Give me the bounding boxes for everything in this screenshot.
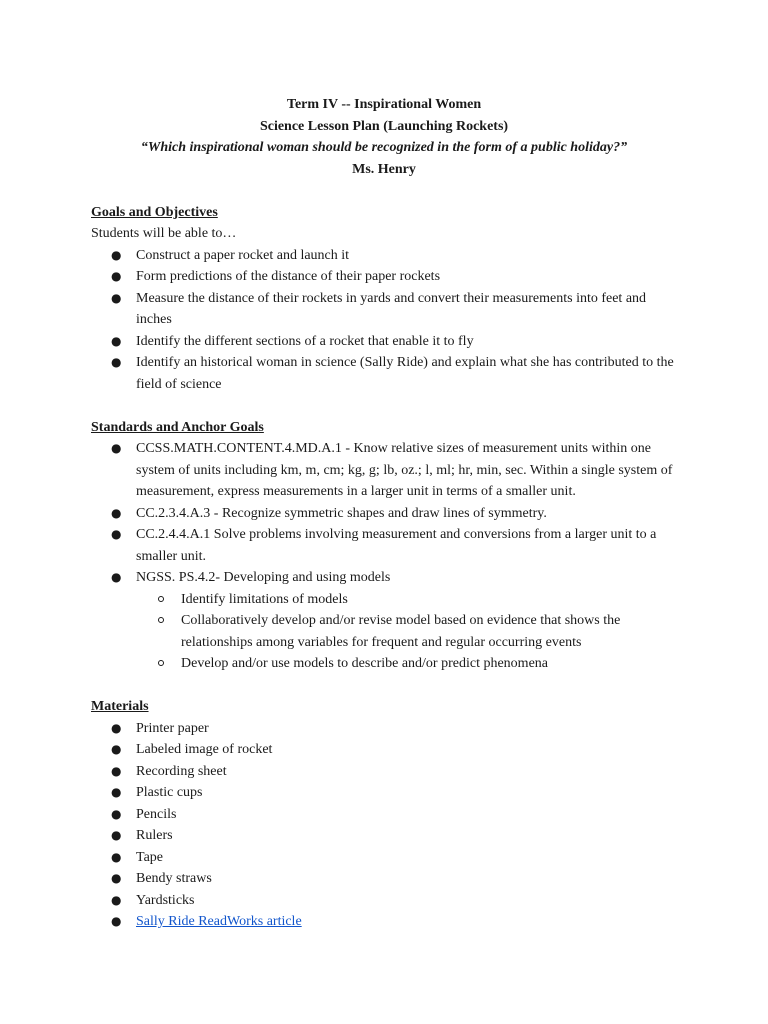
bullet-icon: ● [111, 269, 122, 283]
list-item: ● CC.2.4.4.A.1 Solve problems involving measurement and conversions from a larger unit to a smaller unit. [91, 524, 682, 567]
list-item: ● NGSS. PS.4.2- Developing and using models Identify limitations of models Collaboratively develop and/or revise model based on evidence that shows the relationships among variables for frequent and regular occurring events Develop and/or use models to describe and/or predict phenomena [91, 567, 682, 675]
bullet-icon: ● [111, 247, 122, 262]
ngss-sublist [136, 589, 682, 675]
bullet-icon: ● [111, 763, 122, 778]
list-item: ● CCSS.MATH.CONTENT.4.MD.A.1 - Know relative sizes of measurement units within one system of units including km, m, cm; kg, g; lb, oz.; l, ml; hr, min, sec. Within a single system of measurement, express measurements in a larger unit in terms of a smaller unit. [91, 438, 682, 503]
bullet-icon: ● [111, 785, 122, 799]
standards-list [91, 438, 682, 675]
guiding-question: “Which inspirational woman should be recognized in the form of a public holiday?” [140, 140, 628, 155]
bullet-icon: ● [111, 290, 122, 305]
list-item [91, 911, 682, 933]
list-item: ● Construct a paper rocket and launch it [91, 245, 682, 267]
bullet-icon: ● [111, 892, 122, 907]
hollow-bullet-icon [158, 617, 164, 623]
list-item: Develop and/or use models to describe and/or predict phenomena [136, 653, 682, 675]
list-item: ● Measure the distance of their rockets in yards and convert their measurements into feet and inches [91, 288, 682, 331]
bullet-icon: ● [111, 720, 122, 735]
bullet-icon: ● [111, 355, 122, 369]
bullet-icon: ● [111, 914, 122, 928]
bullet-icon: ● [111, 828, 122, 842]
spacer [91, 395, 682, 417]
bullet-icon: ● [111, 505, 122, 520]
list-item: ● CC.2.3.4.A.3 - Recognize symmetric shapes and draw lines of symmetry. [91, 503, 682, 525]
bullet-icon: ● [111, 441, 122, 455]
materials-list [91, 718, 682, 933]
hollow-bullet-icon [158, 660, 164, 666]
bullet-icon: ● [111, 742, 122, 756]
teacher-name: Ms. Henry [352, 161, 416, 177]
sally-ride-article-link[interactable]: Sally Ride ReadWorks article [136, 914, 302, 929]
list-item: ● Tape [91, 847, 682, 869]
lesson-subtitle: Science Lesson Plan (Launching Rockets) [259, 118, 509, 134]
goals-intro: Students will be able to… [91, 226, 237, 241]
list-item: ● Plastic cups [91, 782, 682, 804]
list-item: ● Pencils [91, 804, 682, 826]
list-item: ● Recording sheet [91, 761, 682, 783]
goals-list [91, 245, 682, 396]
bullet-icon: ● [111, 527, 122, 541]
list-item: ● Yardsticks [91, 890, 682, 912]
list-item: ● Form predictions of the distance of their paper rockets [91, 266, 682, 288]
list-item: Identify limitations of models [136, 589, 682, 611]
bullet-icon: ● [111, 333, 122, 348]
bullet-icon: ● [111, 849, 122, 864]
spacer [91, 675, 682, 697]
list-item: ● Identify an historical woman in science (Sally Ride) and explain what she has contributed to the field of science [91, 352, 682, 395]
bullet-icon: ● [111, 871, 122, 885]
list-item: ● Labeled image of rocket [91, 739, 682, 761]
goals-heading: Goals and Objectives [91, 204, 218, 220]
list-item: ● Bendy straws [91, 868, 682, 890]
bullet-icon: ● [111, 570, 122, 584]
materials-heading: Materials [91, 699, 149, 714]
list-item: ● Identify the different sections of a rocket that enable it to fly [91, 331, 682, 353]
bullet-icon: ● [111, 806, 122, 821]
spacer [91, 180, 682, 202]
standards-heading: Standards and Anchor Goals [91, 419, 264, 435]
list-item: ● Printer paper [91, 718, 682, 740]
hollow-bullet-icon [158, 596, 164, 602]
document-header [86, 94, 682, 180]
list-item: Collaboratively develop and/or revise model based on evidence that shows the relationships among variables for frequent and regular occurring events [136, 610, 682, 653]
term-title: Term IV -- Inspirational Women [286, 97, 482, 112]
list-item: ● Rulers [91, 825, 682, 847]
